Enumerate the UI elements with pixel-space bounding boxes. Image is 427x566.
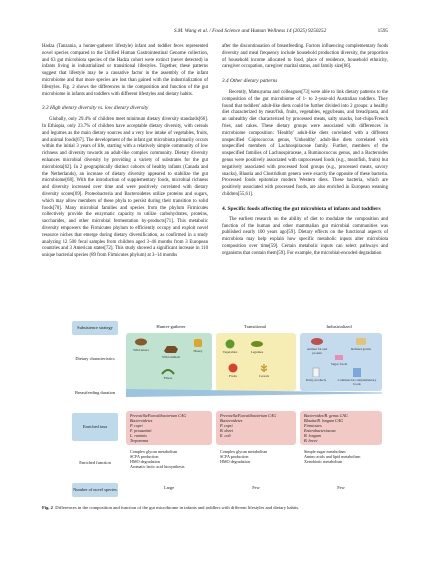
- function-list-ind: [304, 449, 382, 464]
- row-label-breastfeeding: Breastfeeding duration: [74, 390, 116, 396]
- paragraph: The earliest research on the ability of diet to modulate the composition and function of the human and other mammalian gut microbial communities was published nearly 100 years ago[59]. Dietary effects on the functional aspects of microbiota may help explain how specific metabolic inputs alter microbiota composition over time[59]. Certain metabolic inputs can select pathways and organisms that contain them[59]. For example, the microbial-encoded degradation: [222, 216, 388, 256]
- taxon: Bacteroides/B. genus CAG: [304, 413, 348, 418]
- taxon: Prevotella/Faecalibacterium CAG: [220, 413, 277, 418]
- dairy-products-icon: [304, 367, 328, 382]
- function-item: HMO degradation: [220, 459, 250, 464]
- refined-grains-icon: [348, 337, 374, 351]
- row-label-taxa: Enriched taxa: [72, 413, 118, 441]
- food-label: Sugar foods: [330, 362, 348, 366]
- novel-species-ind: Few: [337, 485, 345, 490]
- food-label: Dairy products: [305, 378, 327, 382]
- caption-label: Fig. 2: [42, 505, 53, 510]
- figure-caption: [42, 505, 388, 511]
- taxa-list-hg: [130, 413, 212, 443]
- fibers-icon: [156, 365, 180, 380]
- fruits-icon: [222, 363, 244, 378]
- novel-species-hg: Large: [163, 485, 175, 490]
- figure-2: [72, 321, 382, 499]
- row-label-diet: Dietary characteristics: [75, 356, 115, 362]
- section-heading: 3.4 Other dietary patterns: [222, 78, 278, 85]
- taxon: F. prausnitzii: [130, 428, 152, 433]
- column-hunter-gatherer: Hunter-gatherer: [156, 324, 186, 329]
- column-transitional: Transitional: [243, 324, 267, 329]
- commercial-foods-icon: [334, 367, 380, 386]
- taxon: Blautia/B. longum CAG: [304, 418, 344, 423]
- food-label: Vegetables: [222, 350, 238, 354]
- taxa-list-ind: [304, 413, 382, 443]
- function-item: HMO degradation: [130, 459, 160, 464]
- food-label: Commercial complementary foods: [337, 378, 377, 386]
- paragraph: Recently, Matsuyama and colleagues[73] were able to link dietary patterns to the composition of the gut microbiome of 1- to 2-year-old Australian toddlers. They found that toddlers' adult-like diets could be further divided into 2 groups: a healthy diet characterized by meat/fish, fruits, vegetables, eggs/beans, and bread/pasta, and an unhealthy diet characterized by processed meats, salty snacks, hot-chips/French fries, and cakes. These dietary groups were associated with differences in microbiome composition: 'Healthy' adult-like diets correlated with a different unspecified Coprococcus genus, 'Unhealthy' adult-like diets correlated with unspecified members of Lachnospiraceae family. Further, members of the unspecified families of Lachnospiraceae, a Ruminococcus genus, and a Bacteroides genus were positively associated with unprocessed foods (e.g., meat/fish, fruits) but negatively associated with processed food groups (e.g., processed meats, savory snacks), Blautia and Clostridium genera were exactly the opposite of these bacteria. Processed foods epitomize modern Western diets. These bacteria, which are positively associated with processed foods, are also enriched in European weaning children[55,61].: [222, 89, 388, 197]
- wild-animals-icon: [158, 343, 184, 359]
- sugar-foods-icon: [328, 354, 350, 366]
- taxon: L. ruminis: [130, 433, 147, 438]
- row-label-lifestyle: Subsistence strategy: [72, 321, 118, 335]
- vegetables-icon: [218, 339, 242, 354]
- row-label-count: Number of novel species: [72, 483, 118, 497]
- function-item: Aromatic lactic acid biosynthesis: [130, 464, 185, 469]
- food-label: Animal fat and protein: [306, 347, 328, 355]
- function-item: Simple sugar metabolism: [304, 449, 346, 454]
- honey-icon: [188, 337, 208, 353]
- taxon: E. coli: [220, 433, 231, 438]
- food-label: Wild tubers: [133, 348, 149, 352]
- taxon: Treponema: [130, 438, 149, 443]
- taxon: Prevotella/Faecalibacterium CAG: [130, 413, 187, 418]
- function-item: Complex glycan metabolism: [130, 449, 178, 454]
- paragraph: after the discontinuation of breastfeeding. Factors influencing complementary foods diversity and meal frequency include household production diversity, the proportion of household income allocated to food, place of residence, household ethnicity, caregiver occupation, caregiver marital status, and family size[66].: [222, 44, 388, 70]
- function-item: Amino acids and lipid metabolism: [304, 454, 361, 459]
- page-number: 1595: [377, 28, 388, 34]
- paragraph: Globally, only 29.4% of children meet minimum dietary diversity standards[66]. In Ethiopia, only 23.7% of children have acceptable dietary diversity, with cereals and legumes as the main dietary sources and a very low intake of vegetables, fruits, and animal foods[67]. The development of the infant gut microbiota primarily occurs within the initial 3 years of life, starting with a relatively simple community of low richness and diversity towards an adult-like complex community. Dietary diversity enhances microbial diversity by providing a variety of substrates for the gut microbiota[62]. In 2 geographically distinct cohorts of healthy infants (Canada and the Netherlands), an increase of dietary diversity appeared to stabilize the gut microbiome[68]. With the introduction of supplementary foods, microbial richness and diversity increased over time and were positively correlated with dietary diversity scores[69]. Proteobacteria and Bacteroidetes utilize proteins and sugars, which may allow members of these phyla to persist during their transition to solid foods[70]. Many microbial families and species from the phylum Firmicutes collectively provide the enzymatic capacity to utilize carbohydrates, proteins, saccharides, and other microbial fermentation by-products[71]. This metabolic diversity empowers the Firmicutes phylum to efficiently occupy and exploit novel resource niches that emerge during dietary diversification, as confirmed in a study analyzing 12 500 fecal samples from children aged 3–46 months from 3 European countries and 3 American states[72]. This study showed a significant increase in 110 unique bacterial species (89 from Firmicutes phylum) at 3–14 months: [42, 117, 208, 259]
- right-column: [222, 44, 388, 258]
- taxon: Enterobacteriaceae: [304, 428, 337, 433]
- taxon: B. dorei: [220, 428, 234, 433]
- paragraph: Hadza (Tanzania, a hunter-gatherer lifestyle) infant and toddler feces represented novel species compared to the Unified Human Gastrointestinal Genome collection, and 63 gut microbiota species of the Hadza cohort were extinct (never detected) in infants living in industrialized or transitional lifestyles. Together, these patterns suggest that lifestyle may be a causative factor in the assembly of the infant microbiome and that more species are lost than gained with the industrialization of lifestyles. Fig. 2 shows the differences in the composition and function of the gut microbiome in infants and toddlers with different lifestyles and dietary habits.: [42, 44, 208, 97]
- function-item: SCFA production: [220, 454, 249, 459]
- food-label: Legumes: [250, 350, 264, 354]
- taxon: P. copri: [130, 423, 143, 428]
- taxon: Bacteroidetes: [220, 418, 243, 423]
- function-item: SCFA production: [130, 454, 159, 459]
- taxon: B. breve: [304, 438, 318, 443]
- animal-fat-protein-icon: [304, 337, 330, 355]
- function-item: Complex glycan metabolism: [220, 449, 268, 454]
- left-column: [42, 44, 208, 260]
- wild-tubers-icon: [130, 337, 152, 352]
- food-label: Cereals: [258, 374, 270, 378]
- function-item: Xenobiotic metabolism: [304, 459, 343, 464]
- novel-species-tr: Few: [252, 485, 260, 490]
- food-label: Wild animals: [161, 355, 181, 359]
- journal-citation: S.M. Wang et al. / Food Science and Human Wellness 14 (2025) 9250252: [174, 28, 327, 34]
- caption-text: Differences in the composition and function of the gut microbiome in infants and toddlers with different lifestyles and dietary habits.: [55, 505, 300, 510]
- cereals-icon: [252, 363, 276, 378]
- function-list-hg: [130, 449, 212, 469]
- food-label: Fruits: [229, 374, 237, 378]
- food-label: Refined grains: [351, 347, 371, 351]
- food-label: Honey: [193, 349, 203, 353]
- section-heading: 4. Specific foods affecting the gut microbiota of infants and toddlers: [222, 205, 381, 212]
- taxon: Firmicutes: [304, 423, 322, 428]
- section-heading: 3.3 High dietary diversity vs. low dietary diversity: [42, 105, 149, 112]
- taxa-list-tr: [220, 413, 296, 438]
- taxon: B. longum: [304, 433, 321, 438]
- breastfeeding-duration-bar: [126, 388, 384, 398]
- taxon: Bacteroidetes: [130, 418, 153, 423]
- taxon: P. copri: [220, 423, 233, 428]
- column-industrialized: Industrialized: [326, 324, 352, 329]
- row-label-function: Enriched function: [79, 460, 111, 466]
- function-list-tr: [220, 449, 296, 464]
- food-label: Fibers: [163, 376, 173, 380]
- legumes-icon: [246, 339, 268, 354]
